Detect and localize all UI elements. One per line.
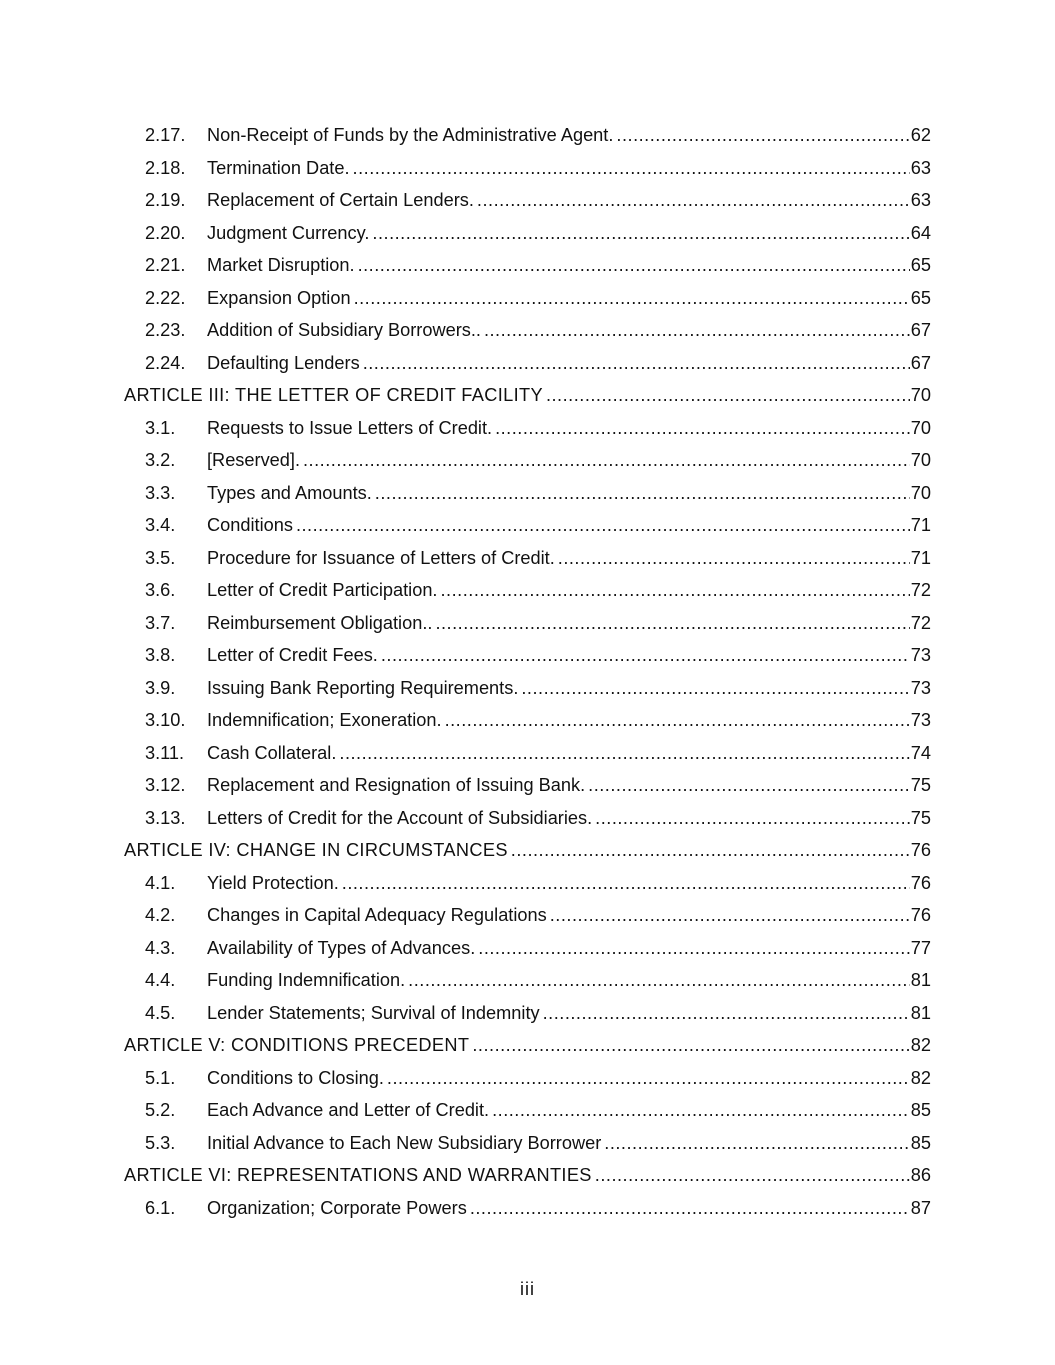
dot-leader [372,217,909,249]
toc-section-number: 3.4. [145,515,176,535]
dot-leader [477,184,910,216]
dot-leader [435,607,909,639]
toc-page-number: 65 [910,255,931,275]
toc-page-number: 87 [910,1197,931,1218]
toc-line [207,1127,931,1159]
dot-leader [470,1192,910,1224]
toc-section-number: 4.1. [145,872,176,893]
toc-line [207,444,931,476]
toc-line [207,899,931,931]
toc-entry [0,704,1055,737]
toc-title: Indemnification; Exoneration. [207,710,442,730]
toc-line [207,542,931,574]
toc-title: Letters of Credit for the Account of Subsidiaries. [207,807,593,828]
toc-line [207,1062,931,1094]
toc-section-number: 5.1. [145,1067,176,1088]
toc-page-number: 85 [910,1132,931,1153]
toc-title: Replacement of Certain Lenders. [207,190,474,210]
dot-leader [441,574,910,606]
toc-entry [0,932,1055,965]
toc-entry [0,1192,1055,1225]
toc-entry [0,347,1055,380]
toc-page-number: 70 [910,385,931,405]
dot-leader [381,639,910,671]
toc-entry [0,184,1055,217]
toc-line [207,607,931,639]
dot-leader [353,152,910,184]
toc-section-number: 5.2. [145,1100,176,1120]
dot-leader [588,769,910,801]
toc-line [207,119,931,151]
toc-line [207,314,931,346]
toc-title: Judgment Currency. [207,222,370,243]
toc-entry [0,867,1055,900]
toc-entry [0,1094,1055,1127]
toc-line [207,997,931,1029]
toc-article-heading [0,834,1055,867]
toc-section-number: 3.9. [145,677,176,698]
toc-line [207,1192,931,1224]
toc-page-number: 77 [910,937,931,958]
toc-entry [0,412,1055,445]
toc-section-number: 4.5. [145,1002,176,1023]
dot-leader [339,737,909,769]
dot-leader [543,997,910,1029]
toc-page-number: 71 [910,547,931,568]
toc-page-number: 62 [910,125,931,145]
toc-title: ARTICLE VI: REPRESENTATIONS AND WARRANTIES [124,1165,592,1185]
toc-page-number: 63 [910,157,931,178]
dot-leader [342,867,910,899]
toc-page-number: 72 [910,580,931,600]
toc-line [207,574,931,606]
toc-title: Organization; Corporate Powers [207,1197,467,1218]
toc-entry [0,639,1055,672]
dot-leader [546,379,910,411]
toc-section-number: 2.21. [145,255,186,275]
toc-entry [0,607,1055,640]
toc-title: Types and Amounts. [207,482,372,503]
toc-entry [0,542,1055,575]
toc-line [124,1029,931,1061]
toc-section-number: 3.8. [145,645,176,665]
toc-section-number: 6.1. [145,1197,176,1218]
toc-section-number: 4.4. [145,970,176,990]
toc-page-number: 76 [910,840,931,860]
toc-line [207,477,931,509]
dot-leader [484,314,910,346]
toc-entry [0,444,1055,477]
toc-title: Expansion Option [207,287,351,308]
toc-line [207,769,931,801]
page-number: iii [520,1279,535,1299]
toc-title: Initial Advance to Each New Subsidiary Borrower [207,1132,602,1153]
toc-section-number: 2.20. [145,222,186,243]
toc-line [207,672,931,704]
toc-title: Addition of Subsidiary Borrowers.. [207,320,481,340]
toc-line [207,282,931,314]
toc-page-number: 70 [910,417,931,438]
toc-entry [0,509,1055,542]
table-of-contents [0,119,1055,1224]
toc-section-number: 3.12. [145,775,186,795]
toc-entry [0,964,1055,997]
toc-article-heading [0,1029,1055,1062]
dot-leader [595,1159,910,1191]
toc-page-number: 73 [910,710,931,730]
toc-line [207,737,931,769]
toc-page-number: 74 [910,742,931,763]
toc-entry [0,769,1055,802]
toc-article-heading [0,379,1055,412]
toc-entry [0,802,1055,835]
dot-leader [363,347,910,379]
dot-leader [387,1062,910,1094]
dot-leader [521,672,909,704]
toc-title: Reimbursement Obligation.. [207,612,433,633]
toc-title: ARTICLE III: THE LETTER OF CREDIT FACILITY [124,385,543,405]
toc-section-number: 3.10. [145,710,186,730]
toc-line [207,964,931,996]
toc-section-number: 4.3. [145,937,176,958]
toc-section-number: 3.7. [145,612,176,633]
dot-leader [478,932,910,964]
toc-entry [0,119,1055,152]
toc-title: Letter of Credit Participation. [207,580,438,600]
toc-line [207,639,931,671]
toc-entry [0,314,1055,347]
toc-page-number: 81 [910,1002,931,1023]
toc-line [124,379,931,411]
dot-leader [550,899,910,931]
toc-title: Non-Receipt of Funds by the Administrative Agent. [207,125,614,145]
toc-entry [0,282,1055,315]
toc-entry [0,574,1055,607]
dot-leader [354,282,910,314]
dot-leader [492,1094,910,1126]
dot-leader [408,964,910,996]
toc-page-number: 67 [910,320,931,340]
toc-title: Letter of Credit Fees. [207,645,378,665]
dot-leader [604,1127,910,1159]
toc-line [207,802,931,834]
toc-section-number: 3.1. [145,417,176,438]
toc-page-number: 64 [910,222,931,243]
toc-entry [0,249,1055,282]
dot-leader [472,1029,909,1061]
toc-line [207,217,931,249]
toc-title: Yield Protection. [207,872,339,893]
toc-page-number: 72 [910,612,931,633]
toc-line [207,704,931,736]
toc-entry [0,1127,1055,1160]
toc-page-number: 70 [910,450,931,470]
toc-article-heading [0,1159,1055,1192]
dot-leader [558,542,910,574]
toc-entry [0,477,1055,510]
toc-entry [0,1062,1055,1095]
toc-title: Cash Collateral. [207,742,337,763]
toc-title: ARTICLE V: CONDITIONS PRECEDENT [124,1035,470,1055]
toc-line [124,834,931,866]
toc-title: Defaulting Lenders [207,352,360,373]
toc-title: Conditions [207,515,293,535]
toc-section-number: 4.2. [145,905,176,925]
dot-leader [445,704,910,736]
toc-page-number: 71 [910,515,931,535]
toc-line [124,1159,931,1191]
toc-page-number: 75 [910,775,931,795]
toc-page-number: 86 [910,1165,931,1185]
toc-title: [Reserved]. [207,450,300,470]
toc-title: Replacement and Resignation of Issuing Bank. [207,775,586,795]
toc-page-number: 70 [910,482,931,503]
toc-section-number: 3.2. [145,450,176,470]
toc-line [207,249,931,281]
toc-section-number: 2.22. [145,287,186,308]
toc-line [207,509,931,541]
toc-page-number: 65 [910,287,931,308]
toc-page-number: 85 [910,1100,931,1120]
toc-line [207,867,931,899]
toc-section-number: 2.23. [145,320,186,340]
dot-leader [358,249,910,281]
dot-leader [495,412,910,444]
toc-title: Changes in Capital Adequacy Regulations [207,905,547,925]
toc-page-number: 73 [910,645,931,665]
toc-title: Procedure for Issuance of Letters of Credit. [207,547,555,568]
toc-entry [0,737,1055,770]
toc-section-number: 3.6. [145,580,176,600]
toc-page-number: 63 [910,190,931,210]
toc-section-number: 2.19. [145,190,186,210]
toc-page-number: 73 [910,677,931,698]
toc-section-number: 3.3. [145,482,176,503]
toc-title: Availability of Types of Advances. [207,937,476,958]
toc-page-number: 75 [910,807,931,828]
toc-title: ARTICLE IV: CHANGE IN CIRCUMSTANCES [124,840,508,860]
toc-entry [0,997,1055,1030]
toc-line [207,347,931,379]
dot-leader [616,119,909,151]
toc-page-number: 82 [910,1067,931,1088]
toc-page-number: 76 [910,905,931,925]
toc-section-number: 3.5. [145,547,176,568]
toc-line [207,152,931,184]
toc-section-number: 2.24. [145,352,186,373]
toc-title: Each Advance and Letter of Credit. [207,1100,490,1120]
toc-title: Requests to Issue Letters of Credit. [207,417,493,438]
toc-page-number: 82 [910,1035,931,1055]
dot-leader [511,834,910,866]
toc-section-number: 3.13. [145,807,186,828]
dot-leader [296,509,910,541]
toc-entry [0,217,1055,250]
dot-leader [303,444,910,476]
toc-section-number: 5.3. [145,1132,176,1153]
toc-page-number: 81 [910,970,931,990]
toc-section-number: 2.18. [145,157,186,178]
toc-title: Conditions to Closing. [207,1067,384,1088]
toc-title: Market Disruption. [207,255,355,275]
dot-leader [375,477,910,509]
toc-page-number: 67 [910,352,931,373]
dot-leader [595,802,910,834]
toc-line [207,412,931,444]
toc-title: Funding Indemnification. [207,970,406,990]
toc-page-number: 76 [910,872,931,893]
toc-entry [0,152,1055,185]
toc-line [207,932,931,964]
toc-title: Issuing Bank Reporting Requirements. [207,677,519,698]
toc-entry [0,899,1055,932]
toc-section-number: 3.11. [145,742,185,763]
toc-title: Lender Statements; Survival of Indemnity [207,1002,540,1023]
toc-section-number: 2.17. [145,125,186,145]
toc-line [207,184,931,216]
toc-title: Termination Date. [207,157,350,178]
toc-line [207,1094,931,1126]
toc-entry [0,672,1055,705]
